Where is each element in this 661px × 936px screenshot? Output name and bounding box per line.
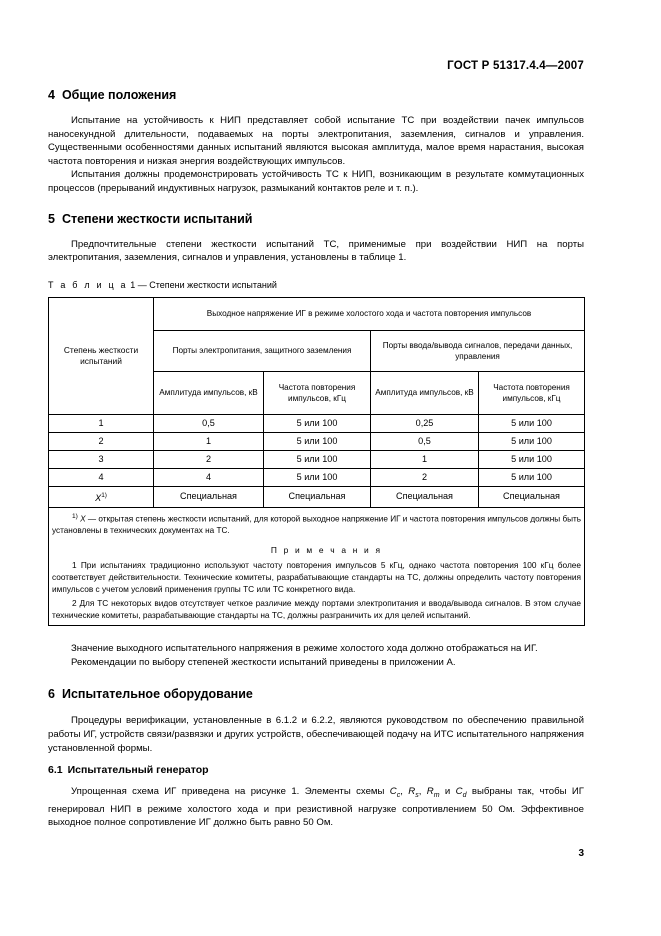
table-1-caption — [48, 280, 584, 290]
table-footnote — [52, 511, 581, 537]
table-notes-container — [49, 507, 585, 626]
table-cell-level: 4 — [49, 468, 154, 486]
table-cell-amplitude-power: 4 — [154, 468, 264, 486]
table-footnote-text: — открытая степень жесткости испытаний, для которой выходное напряжение ИГ и частота повторения импульсов должны быть установлены в технических документах на ТС. — [52, 514, 582, 535]
heading-section-6-1-title: Испытательный генератор — [67, 764, 209, 777]
table-cell-level-x — [49, 486, 154, 507]
heading-section-6-number: 6 — [48, 687, 55, 702]
table-cell-amplitude-signal: 1 — [371, 450, 479, 468]
table-subheader-amplitude-power: Амплитуда импульсов, кВ — [154, 371, 264, 414]
table-notes-row — [49, 507, 585, 626]
heading-section-5 — [48, 212, 584, 226]
variable-rm-subscript: m — [433, 792, 440, 800]
table-cell-amplitude-signal: Специальная — [371, 486, 479, 507]
section-5-paragraph-1: Предпочтительные степени жесткости испытаний ТС, применимые при воздействии НИП на порты электропитания, заземления, сигналов и управления, установлены в таблице 1. — [48, 238, 584, 264]
heading-section-6 — [48, 687, 584, 701]
separator-3: и — [439, 786, 456, 798]
table-cell-frequency-power: Специальная — [264, 486, 371, 507]
running-header: ГОСТ Р 51317.4.4—2007 — [447, 60, 584, 72]
section-5-paragraph-after-table-1: Значение выходного испытательного напряжения в режиме холостого хода должно отображаться на ИГ. — [71, 643, 538, 655]
table-row — [49, 468, 585, 486]
table-stub-header: Степень жесткости испытаний — [49, 297, 154, 414]
table-note-2: 2 Для ТС некоторых видов отсутствует четкое различие между портами электропитания и ввода/вывода сигналов. В этом случае технические комитеты, разрабатывающие стандарты на ТС, должны разграничить их для целей испытаний. — [52, 598, 582, 620]
table-footnote-symbol: X — [80, 514, 86, 524]
table-cell-frequency-power: 5 или 100 — [264, 414, 371, 432]
heading-section-6-1 — [48, 764, 584, 776]
table-cell-level-x-symbol: X — [95, 492, 102, 503]
heading-section-6-title: Испытательное оборудование — [61, 687, 253, 702]
heading-section-4 — [48, 88, 584, 102]
table-cell-amplitude-signal: 0,25 — [371, 414, 479, 432]
variable-rs: R — [408, 786, 416, 798]
separator-1: , — [400, 786, 409, 798]
table-cell-amplitude-power: Специальная — [154, 486, 264, 507]
table-note-1: 1 При испытаниях традиционно используют частоту повторения импульсов 5 кГц, однако частота повторения 100 кГц более соответствует действительности. Технические комитеты, разрабатывающие стандарты на ТС, должны определить частоту повторения импульсов с учетом условий применения группы ТС или ТС конкретного вида. — [52, 560, 582, 594]
heading-section-4-number: 4 — [48, 88, 55, 102]
table-cell-amplitude-power: 0,5 — [154, 414, 264, 432]
variable-rm: R — [426, 786, 434, 798]
table-cell-amplitude-power: 1 — [154, 432, 264, 450]
table-row — [49, 432, 585, 450]
table-row — [49, 414, 585, 432]
heading-section-6-1-number: 6.1 — [48, 764, 63, 777]
section-6-1-paragraph-1 — [48, 785, 584, 830]
table-subheader-amplitude-signal: Амплитуда импульсов, кВ — [371, 371, 479, 414]
table-cell-amplitude-power: 2 — [154, 450, 264, 468]
section-4-paragraph-2: Испытания должны продемонстрировать устойчивость ТС к НИП, возникающим в результате коммутационных процессов (прерываний индуктивных нагрузок, размыканий контактов реле и т. п.). — [48, 169, 584, 194]
table-1-caption-label: Т а б л и ц а — [48, 279, 128, 290]
page-number: 3 — [578, 848, 584, 859]
heading-section-5-number: 5 — [48, 211, 55, 226]
table-notes-title: П р и м е ч а н и я — [270, 545, 383, 556]
table-1-caption-dash: — — [137, 279, 147, 290]
table-subheader-frequency-signal: Частота повторения импульсов, кГц — [479, 371, 585, 414]
table-cell-frequency-power: 5 или 100 — [264, 432, 371, 450]
table-cell-frequency-signal: Специальная — [479, 486, 585, 507]
table-group-header: Выходное напряжение ИГ в режиме холостого хода и частота повторения импульсов — [154, 297, 585, 330]
table-header-row-1 — [49, 297, 585, 330]
section-5-paragraph-after-table-2: Рекомендации по выбору степеней жесткости испытаний приведены в приложении А. — [71, 656, 456, 668]
table-cell-frequency-signal: 5 или 100 — [479, 414, 585, 432]
table-cell-level: 1 — [49, 414, 154, 432]
variable-rs-subscript: s — [415, 792, 419, 800]
section-6-1-text-part-1: Упрощенная схема ИГ приведена на рисунке 1. Элементы схемы — [71, 786, 390, 798]
table-cell-frequency-signal: 5 или 100 — [479, 432, 585, 450]
heading-section-5-title: Степени жесткости испытаний — [61, 211, 253, 226]
table-cell-level-x-footnote-marker: 1) — [101, 491, 107, 499]
variable-cd-subscript: d — [462, 792, 467, 800]
variable-cc: C — [389, 786, 397, 798]
table-cell-frequency-power: 5 или 100 — [264, 450, 371, 468]
separator-2: , — [418, 786, 427, 798]
variable-cd: C — [455, 786, 463, 798]
heading-section-4-title: Общие положения — [61, 88, 177, 102]
section-6-paragraph-1: Процедуры верификации, установленные в 6.1.2 и 6.2.2, являются руководством по обеспечению правильной работы ИГ, устройств связи/развязки и других устройств, обеспечивающей подачу на ИТС испытательного напряжения установленной формы. — [48, 715, 584, 754]
table-group-header-power-ports: Порты электропитания, защитного заземления — [154, 330, 371, 371]
table-footnote-marker: 1) — [72, 512, 78, 520]
table-cell-level: 3 — [49, 450, 154, 468]
table-cell-level: 2 — [49, 432, 154, 450]
section-6-1-text-part-2: выбраны так, чтобы ИГ генерировал НИП в режиме холостого хода и при резистивной нагрузке сопротивлением 50 Ом. Эффективное выходное полное сопротивление ИГ должно быть равно 50 Ом. — [48, 786, 584, 829]
table-row-open-level — [49, 486, 585, 507]
table-cell-frequency-power: 5 или 100 — [264, 468, 371, 486]
table-1-caption-title: Степени жесткости испытаний — [149, 279, 277, 290]
table-subheader-frequency-power: Частота повторения импульсов, кГц — [264, 371, 371, 414]
table-cell-amplitude-signal: 2 — [371, 468, 479, 486]
table-cell-frequency-signal: 5 или 100 — [479, 450, 585, 468]
section-4-paragraph-1: Испытание на устойчивость к НИП представляет собой испытание ТС при воздействии пачек импульсов наносекундной длительности, подаваемых на порты электропитания, заземления, сигналов и управления. Существенными особенностями данных испытаний являются высокая амплитуда, малое время нарастания, высокая частота повторения и низкая энергия воздействующих импульсов. — [48, 115, 584, 167]
page-content — [48, 0, 584, 830]
table-row — [49, 450, 585, 468]
table-severity-levels — [48, 297, 585, 627]
variable-cc-subscript: c — [396, 792, 401, 800]
table-1-caption-number: 1 — [130, 279, 136, 290]
table-cell-amplitude-signal: 0,5 — [371, 432, 479, 450]
table-cell-frequency-signal: 5 или 100 — [479, 468, 585, 486]
table-group-header-signal-ports: Порты ввода/вывода сигналов, передачи данных, управления — [371, 330, 585, 371]
